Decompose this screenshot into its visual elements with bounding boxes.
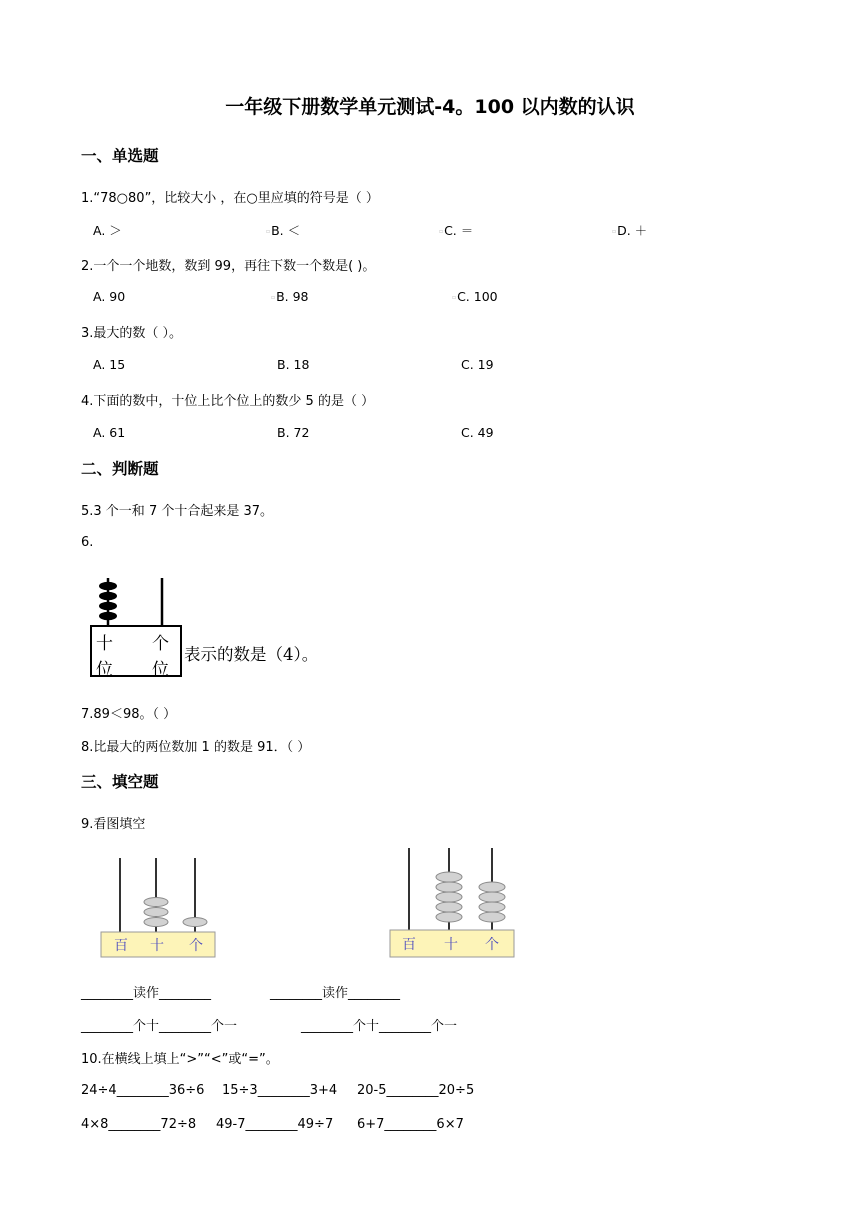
- q1-option-d[interactable]: ▫D. ＋: [612, 223, 648, 238]
- question-5: 5.3 个一和 7 个十合起来是 37。: [81, 504, 274, 519]
- question-2: 2.一个一个地数，数到 99，再往下数一个数是( )。: [81, 259, 376, 274]
- q9-right-label-hundreds: 百: [402, 937, 416, 953]
- section-heading-true-false: 二、判断题: [81, 460, 159, 478]
- q9-left-label-tens: 十: [150, 938, 164, 954]
- q4-option-a[interactable]: A. 61: [93, 425, 126, 440]
- q10-row1-item1[interactable]: 24÷4________36÷6: [81, 1083, 205, 1098]
- q1-option-c[interactable]: ▫C. ＝: [439, 223, 474, 238]
- q9-line2-right[interactable]: ________个十________个一: [301, 1019, 458, 1034]
- q9-line1-right[interactable]: ________读作________: [270, 986, 401, 1001]
- section-heading-single-choice: 一、单选题: [81, 147, 159, 165]
- q3-option-c[interactable]: C. 19: [461, 357, 494, 372]
- q4-option-c[interactable]: C. 49: [461, 425, 494, 440]
- question-9: 9.看图填空: [81, 817, 146, 832]
- q1-option-b[interactable]: ▫B. ＜: [266, 223, 301, 238]
- q6-tens-label-2: 位: [96, 660, 113, 680]
- q2-option-a[interactable]: A. 90: [93, 289, 126, 304]
- q9-right-tens-beads: [436, 872, 462, 922]
- q10-row1-item2[interactable]: 15÷3________3+4: [222, 1083, 338, 1098]
- question-10: 10.在横线上填上“>”“<”或“=”。: [81, 1052, 279, 1067]
- q9-left-ones-beads: [183, 918, 207, 927]
- q9-right-label-ones: 个: [485, 937, 499, 953]
- q9-right-label-tens: 十: [444, 937, 458, 953]
- section-heading-fill-blank: 三、填空题: [81, 773, 159, 791]
- q2-option-c[interactable]: ▫C. 100: [452, 289, 498, 304]
- page-title: 一年级下册数学单元测试-4。100 以内数的认识: [225, 96, 635, 118]
- q1-option-a[interactable]: A. ＞: [93, 223, 122, 238]
- q6-ones-label-1: 个: [152, 634, 169, 654]
- q9-left-tens-beads: [144, 898, 168, 927]
- q10-row2-item2[interactable]: 49-7________49÷7: [216, 1117, 334, 1132]
- q6-caption: 表示的数是（4）。: [184, 645, 319, 664]
- q6-ones-label-2: 位: [152, 660, 169, 680]
- q9-left-label-ones: 个: [189, 938, 203, 954]
- question-7: 7.89＜98。（ ）: [81, 707, 177, 722]
- question-4: 4.下面的数中，十位上比个位上的数少 5 的是（ ）: [81, 394, 375, 409]
- q10-row2-item3[interactable]: 6+7________6×7: [357, 1117, 464, 1132]
- q9-line1-left[interactable]: ________读作________: [81, 986, 212, 1001]
- q9-right-ones-beads: [479, 882, 505, 922]
- q4-option-b[interactable]: B. 72: [277, 425, 310, 440]
- q3-option-a[interactable]: A. 15: [93, 357, 126, 372]
- q10-row2-item1[interactable]: 4×8________72÷8: [81, 1117, 197, 1132]
- q10-row1-item3[interactable]: 20-5________20÷5: [357, 1083, 475, 1098]
- q9-line2-left[interactable]: ________个十________个一: [81, 1019, 238, 1034]
- question-6: 6.: [81, 535, 94, 550]
- q2-option-b[interactable]: ▫B. 98: [271, 289, 309, 304]
- question-3: 3.最大的数（ ）。: [81, 326, 183, 341]
- question-1: 1.“78○80”，比较大小 ，在○里应填的符号是（ ）: [81, 191, 379, 206]
- q3-option-b[interactable]: B. 18: [277, 357, 310, 372]
- q9-left-label-hundreds: 百: [114, 938, 128, 954]
- q6-tens-label-1: 十: [96, 634, 113, 654]
- question-8: 8.比最大的两位数加 1 的数是 91．（ ）: [81, 740, 311, 755]
